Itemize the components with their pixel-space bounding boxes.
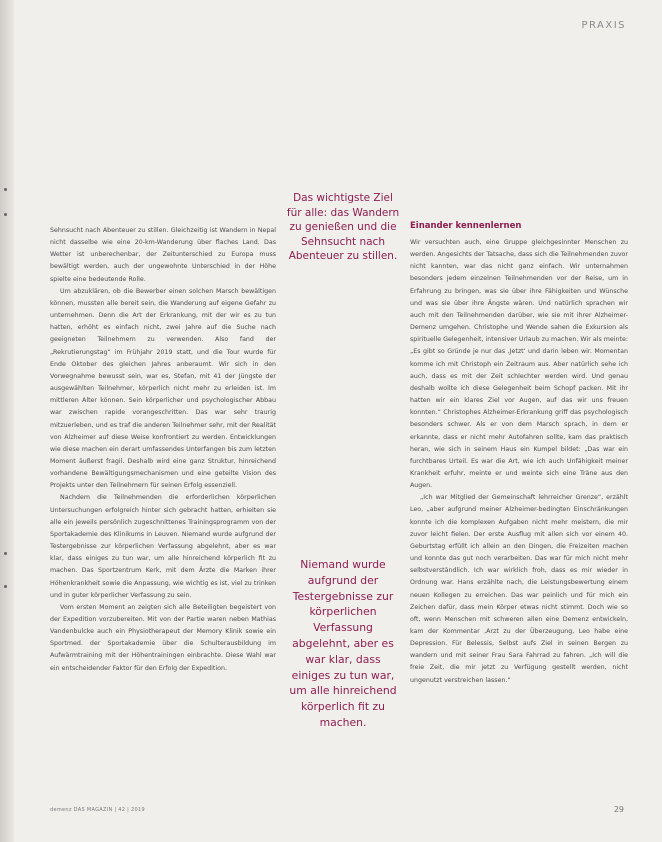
paragraph: Um abzuklären, ob die Bewerber einen solchen Marsch bewältigen können, mussten alle bereit sein, die Wanderung auf eigene Gefahr zu unternehmen. Denn die Art der Erkrankung, mit der wir es zu tun hatten, erhöht es einfach nicht, zwei Jahre auf die Suche nach geeigneten Teilnehmern zu verwenden. Also fand der „Rekrutierungstag“ im Frühjahr 2019 statt, und die Tour wurde für Ende Oktober des gleichen Jahres anberaumt. Wir sich in den Vorwegnahme bewusst sein, war es, Stefan, mit 41 der Jüngste der ausgewählten Teilnehmer, körperlich nicht mehr zu erleiden ist. Im mittleren Alter können. Sein körperlicher und psychologischer Abbau war zwischen rapide vorangeschritten. Das war sehr traurig mitzuerleben, und es traf die anderen Teilnehmer sehr, mit der Realität von Alzheimer auf diese Weise konfrontiert zu werden. Entwicklungen wie diese machen ein derart umfassendes Unterfangen bis zum letzten Moment äußerst fragil. Deshalb wird eine ganz Struktur, hinreichend vorhandene Bewältigungsmechanismen und eine geteilte Vision des Projekts unter den Teilnehmern für seinen Erfolg essenziell. [50,287,276,490]
pull-quote-middle: Niemand wurde aufgrund der Testergebnisse zur körperlichen Verfassung abgelehnt, aber es war klar, dass einiges zu tun war, um alle hinreichend körperlich fit zu machen. [289,558,397,729]
edge-mark [4,552,7,555]
page-number: 29 [613,805,624,814]
page-binding-edge [0,0,14,842]
paragraph: Sehnsucht nach Abenteuer zu stillen. Gleichzeitig ist Wandern in Nepal nicht dasselbe wie eine 20-km-Wanderung über flaches Land. Das Wetter ist unberechenbar, der Zeitunterschied zu Europa muss bewältigt werden, auch der ungewohnte Unterschied in der Höhe spielte eine bedeutende Rolle. [50,227,276,283]
paragraph: „Ich war Mitglied der Gemeinschaft lehrreicher Grenze“, erzählt Leo, „aber aufgrund meiner Alzheimer-bedingten Einschränkungen konnte ich die komplexen Aufgaben nicht mehr meistern, die mir zuvor leicht fielen. Der erste Ausflug mit allen sich vor einem 40. Geburtstag erfüllt ich allein an den Dingen, die Freizeiten machen und konnte das gut noch verarbeiten. Das war für mich nicht mehr selbstverständlich. Ich war wirklich froh, dass es mir wieder in Ordnung war. Hans erzählte nach, die Leistungsbewertung einem neuen Kollegen zu erreichen. Das war peinlich und für mich ein Zeichen dafür, dass mein Körper etwas nicht stimmt. Doch wie so oft, wenn Menschen mit schweren allen eine Demenz entwickeln, kam der Kommentar ‚Arzt zu der Überzeugung, Leo habe eine Depression. Für Belessis, Selbst aufs Ziel in seinen Bergen zu wandern und mit seiner Frau Sara Fahrrad zu fahren. „Ich will die freie Zeit, die mir jetzt zu Verfügung gestellt werden, nicht ungenutzt verstreichen lassen.“ [410,494,628,684]
pull-quote-top: Das wichtigste Ziel für alle: das Wandern zu genießen und die Sehnsucht nach Abenteuer zu stillen. [286,192,400,263]
section-label: PRAXIS [581,20,626,31]
publication-footer: demenz DAS MAGAZIN | 42 | 2019 [50,807,145,813]
paragraph: Nachdem die Teilnehmenden die erforderlichen körperlichen Untersuchungen erfolgreich hinter sich gebracht hatten, erhielten sie alle ein jeweils persönlich zugeschnittenes Trainingsprogramm von der Sportakademie des Klinikums in Leuven. Niemand wurde aufgrund der Testergebnisse zur körperlichen Verfassung abgelehnt, aber es war klar, dass einiges zu tun war, um alle hinreichend körperlich fit zu machen. Das Sportzentrum Kerk, mit dem Ärzte die Marken ihrer Höhenkrankheit sowie die Anpassung, wie wichtig es ist, viel zu trinken und in guter körperlicher Verfassung zu sein. [50,494,276,599]
edge-mark [4,188,7,191]
paragraph: Vom ersten Moment an zeigten sich alle Beteiligten begeistert von der Expedition vorzubereiten. Mit von der Partie waren neben Mathias Vandenbulcke auch ein Physiotherapeut der Memory Klinik sowie ein Sportmed. der Sportakademie über die Schulterausbildung im Aufwärmtraining mit der Höhentrainingen einbrachte. Diese Wahl war ein entscheidender Faktor für den Erfolg der Expedition. [50,603,276,672]
edge-mark [4,585,7,588]
section-heading: Einander kennenlernen [410,221,522,231]
right-text-column [410,237,628,742]
paragraph: Wir versuchten auch, eine Gruppe gleichgesinnter Menschen zu werden. Angesichts der Tatsache, dass sich die Teilnehmenden zuvor nicht kannten, war das nicht ganz einfach. Wir unternahmen besonders jedem einzelnen Teilnehmenden vor der Reise, um in Erfahrung zu bringen, was sie über ihre Fähigkeiten und Wünsche und was sie über ihre Ängste wären. Und natürlich sprachen wir auch mit den Teilnehmenden darüber, wie sie mit ihrer Alzheimer-Demenz umgehen. Christophe und Wende sahen die Exkursion als spirituelle Gelegenheit, intensiver Urlaub zu machen. Wir als meinte: „Es gibt so Gründe je nur das ‚Jetzt‘ und darin leben wir. Momentan komme ich mit Christoph ein Zeitraum aus. Aber natürlich sehe ich auch, dass es mit der Zeit schlechter werden wird. Und genau deshalb wollte ich diese Gelegenheit beim Schopf packen. Mit ihr hatten wir ein klares Ziel vor Augen, auf das wir uns freuen konnten.“ Christophes Alzheimer-Erkrankung griff das psychologisch besonders schwer. Als er von dem Marsch sprach, in dem er erkannte, dass er nicht mehr Autofahren sollte, kam das praktisch heran, wie sich in seinem Haus ein Kumpel bildet: „Das war ein furchtbares Urteil. Es war die Art, wie ich auch Unfähigkeit meiner Krankheit erfuhr, meinte er und weinte sich eine Träne aus den Augen. [410,239,628,490]
edge-mark [4,213,7,216]
left-text-column [50,225,276,750]
